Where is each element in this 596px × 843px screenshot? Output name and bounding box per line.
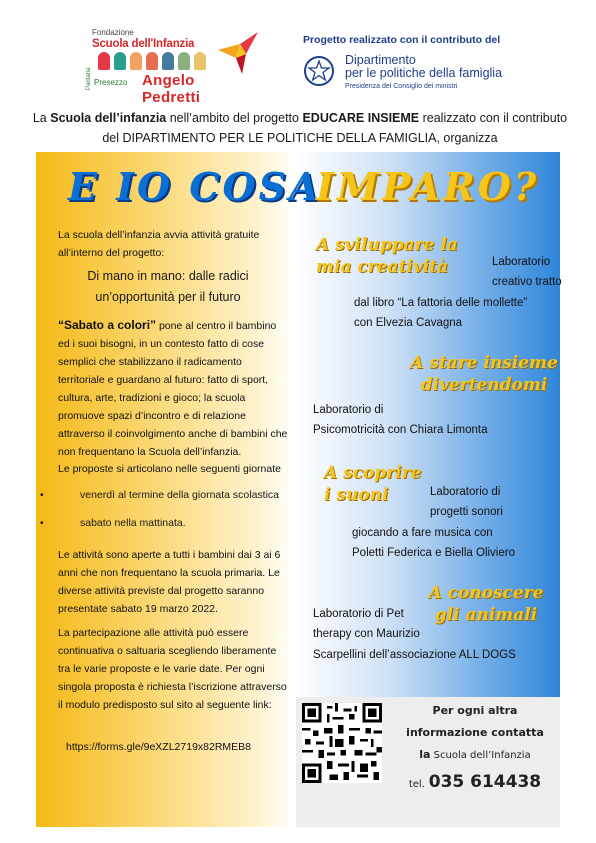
contact-line1: Per ogni altra	[432, 704, 518, 717]
intro-school: Scuola dell’infanzia	[50, 111, 167, 125]
sabato-a-colori: “Sabato a colori”	[58, 318, 157, 332]
department-name	[345, 54, 502, 80]
bullet2-text: sabato nella mattinata.	[80, 517, 186, 529]
item1-title-line1: A sviluppare la	[316, 235, 458, 255]
italian-emblem-icon	[303, 54, 335, 88]
item2-text-b: Psicomotricità con Chiara Limonta	[313, 424, 488, 436]
qr-code-icon[interactable]	[302, 703, 382, 783]
left-para5: La partecipazione alle attività può essere continuativa o saltuaria scegliendo liberamente tra le varie proposte e le varie date. Per ogni singola proposta è richiesta l’iscrizione attraverso il modulo predisposto sul sito al seguente link:	[58, 627, 287, 711]
founder-name: Angelo Pedretti	[142, 72, 201, 106]
origami-bird-icon	[216, 30, 260, 76]
item2-text-a: Laboratorio di	[313, 404, 384, 416]
intro-project: EDUCARE INSIEME	[302, 111, 420, 125]
left-para2-text: pone al centro il bambino ed i suoi bisogni, in un contesto fatto di cose semplici che stabilizzano il radicamento territoriale e guardano al futuro: fatto di sport, cultura, arte, tradizioni e gioco; la scuola promuove spazi d’incontro e di relazione attraverso il coinvolgimento anche di bambini che non frequentano la Scuola dell’infanzia.	[58, 320, 288, 458]
contact-phone[interactable]	[392, 771, 558, 796]
item3-text-d: Poletti Federica e Biella Oliviero	[352, 547, 515, 559]
item1-text-c: dal libro “La fattoria delle mollette”	[354, 297, 528, 309]
item4-title	[416, 582, 556, 626]
item1-title-line2: mia creatività	[316, 257, 449, 277]
contact-line3	[392, 744, 558, 767]
phone-number: 035 614438	[428, 772, 542, 792]
item4-title-line1: A conoscere	[428, 583, 544, 603]
contact-info	[392, 700, 558, 796]
government-logo	[303, 34, 543, 94]
school-name: Scuola dell'Infanzia	[92, 38, 195, 50]
town-label: Presezzo	[94, 78, 128, 87]
department-line1: Dipartimento	[345, 53, 416, 67]
item4-text-c: Scarpellini dell’associazione ALL DOGS	[313, 649, 516, 661]
project-subtitle	[48, 266, 288, 308]
tel-label: tel.	[408, 779, 425, 790]
item3-title-line2: i suoni	[324, 485, 389, 505]
left-para4: Le attività sono aperte a tutti i bambini dai 3 ai 6 anni che non frequentano la scuola primaria. Le diverse attività previste dal progetto saranno presentate sabato 19 marzo 2022.	[58, 549, 281, 615]
list-item	[40, 486, 280, 504]
left-para2	[58, 316, 290, 461]
presidency-label: Presidenza del Consiglio dei ministri	[345, 83, 458, 90]
title-left: E IO COSA	[68, 164, 322, 209]
list-item	[40, 514, 280, 532]
item1-text-d: con Elvezia Cavagna	[354, 317, 463, 329]
item4-text-b: therapy con Maurizio	[313, 628, 420, 640]
fondazione-label: Fondazione	[92, 28, 134, 37]
contact-line3-la: la	[419, 748, 431, 761]
item2-title-line1: A stare insieme	[410, 353, 558, 373]
item2-title	[404, 352, 564, 396]
left-para3: Le proposte si articolano nelle seguenti giornate	[58, 463, 281, 475]
left-para1: La scuola dell’infanzia avvia attività gratuite all’interno del progetto:	[58, 229, 260, 259]
item3-title	[324, 462, 434, 506]
contact-school: Scuola dell’Infanzia	[430, 750, 531, 761]
subtitle-line2: un’opportunità per il futuro	[95, 290, 241, 304]
bullet1-text: venerdì al termine della giornata scolastica	[80, 489, 280, 501]
item2-title-line2: divertendomi	[420, 375, 548, 395]
item4-title-line2: gli animali	[434, 605, 538, 625]
item1-text-b: creativo tratto	[492, 276, 562, 288]
intro-part: realizzato con il contributo del DIPARTIMENTO PER LE POLITICHE DELLA FAMIGLIA, organizza	[102, 111, 568, 145]
item3-title-line1: A scoprire	[324, 463, 422, 483]
item3-text-a: Laboratorio di	[430, 486, 501, 498]
bullet-dot: •	[40, 517, 44, 529]
intro-part: nell’ambito del progetto	[166, 111, 303, 125]
title-right: IMPARO?	[316, 164, 540, 209]
registration-link[interactable]: https://forms.gle/9eXZL2719x82RMEB8	[66, 741, 252, 753]
school-logo	[86, 28, 256, 106]
intro-part: La	[32, 111, 51, 125]
item1-title	[316, 234, 496, 278]
children-illustration	[96, 50, 214, 70]
subtitle-line1: Di mano in mano: dalle radici	[87, 269, 249, 283]
bullet-dot: •	[40, 489, 44, 501]
project-credit: Progetto realizzato con il contributo del	[303, 34, 501, 46]
item1-text-a: Laboratorio	[492, 256, 551, 268]
item3-text-b: progetti sonori	[430, 506, 503, 518]
item4-text-a: Laboratorio di Pet	[313, 608, 404, 620]
contact-line2: informazione contatta	[406, 726, 544, 739]
item3-text-c: giocando a fare musica con	[352, 527, 493, 539]
intro-text	[30, 108, 570, 148]
paritaria-label: Paritaria	[86, 67, 92, 90]
department-line2: per le politiche della famiglia	[345, 66, 503, 80]
bullet-list	[40, 486, 280, 532]
